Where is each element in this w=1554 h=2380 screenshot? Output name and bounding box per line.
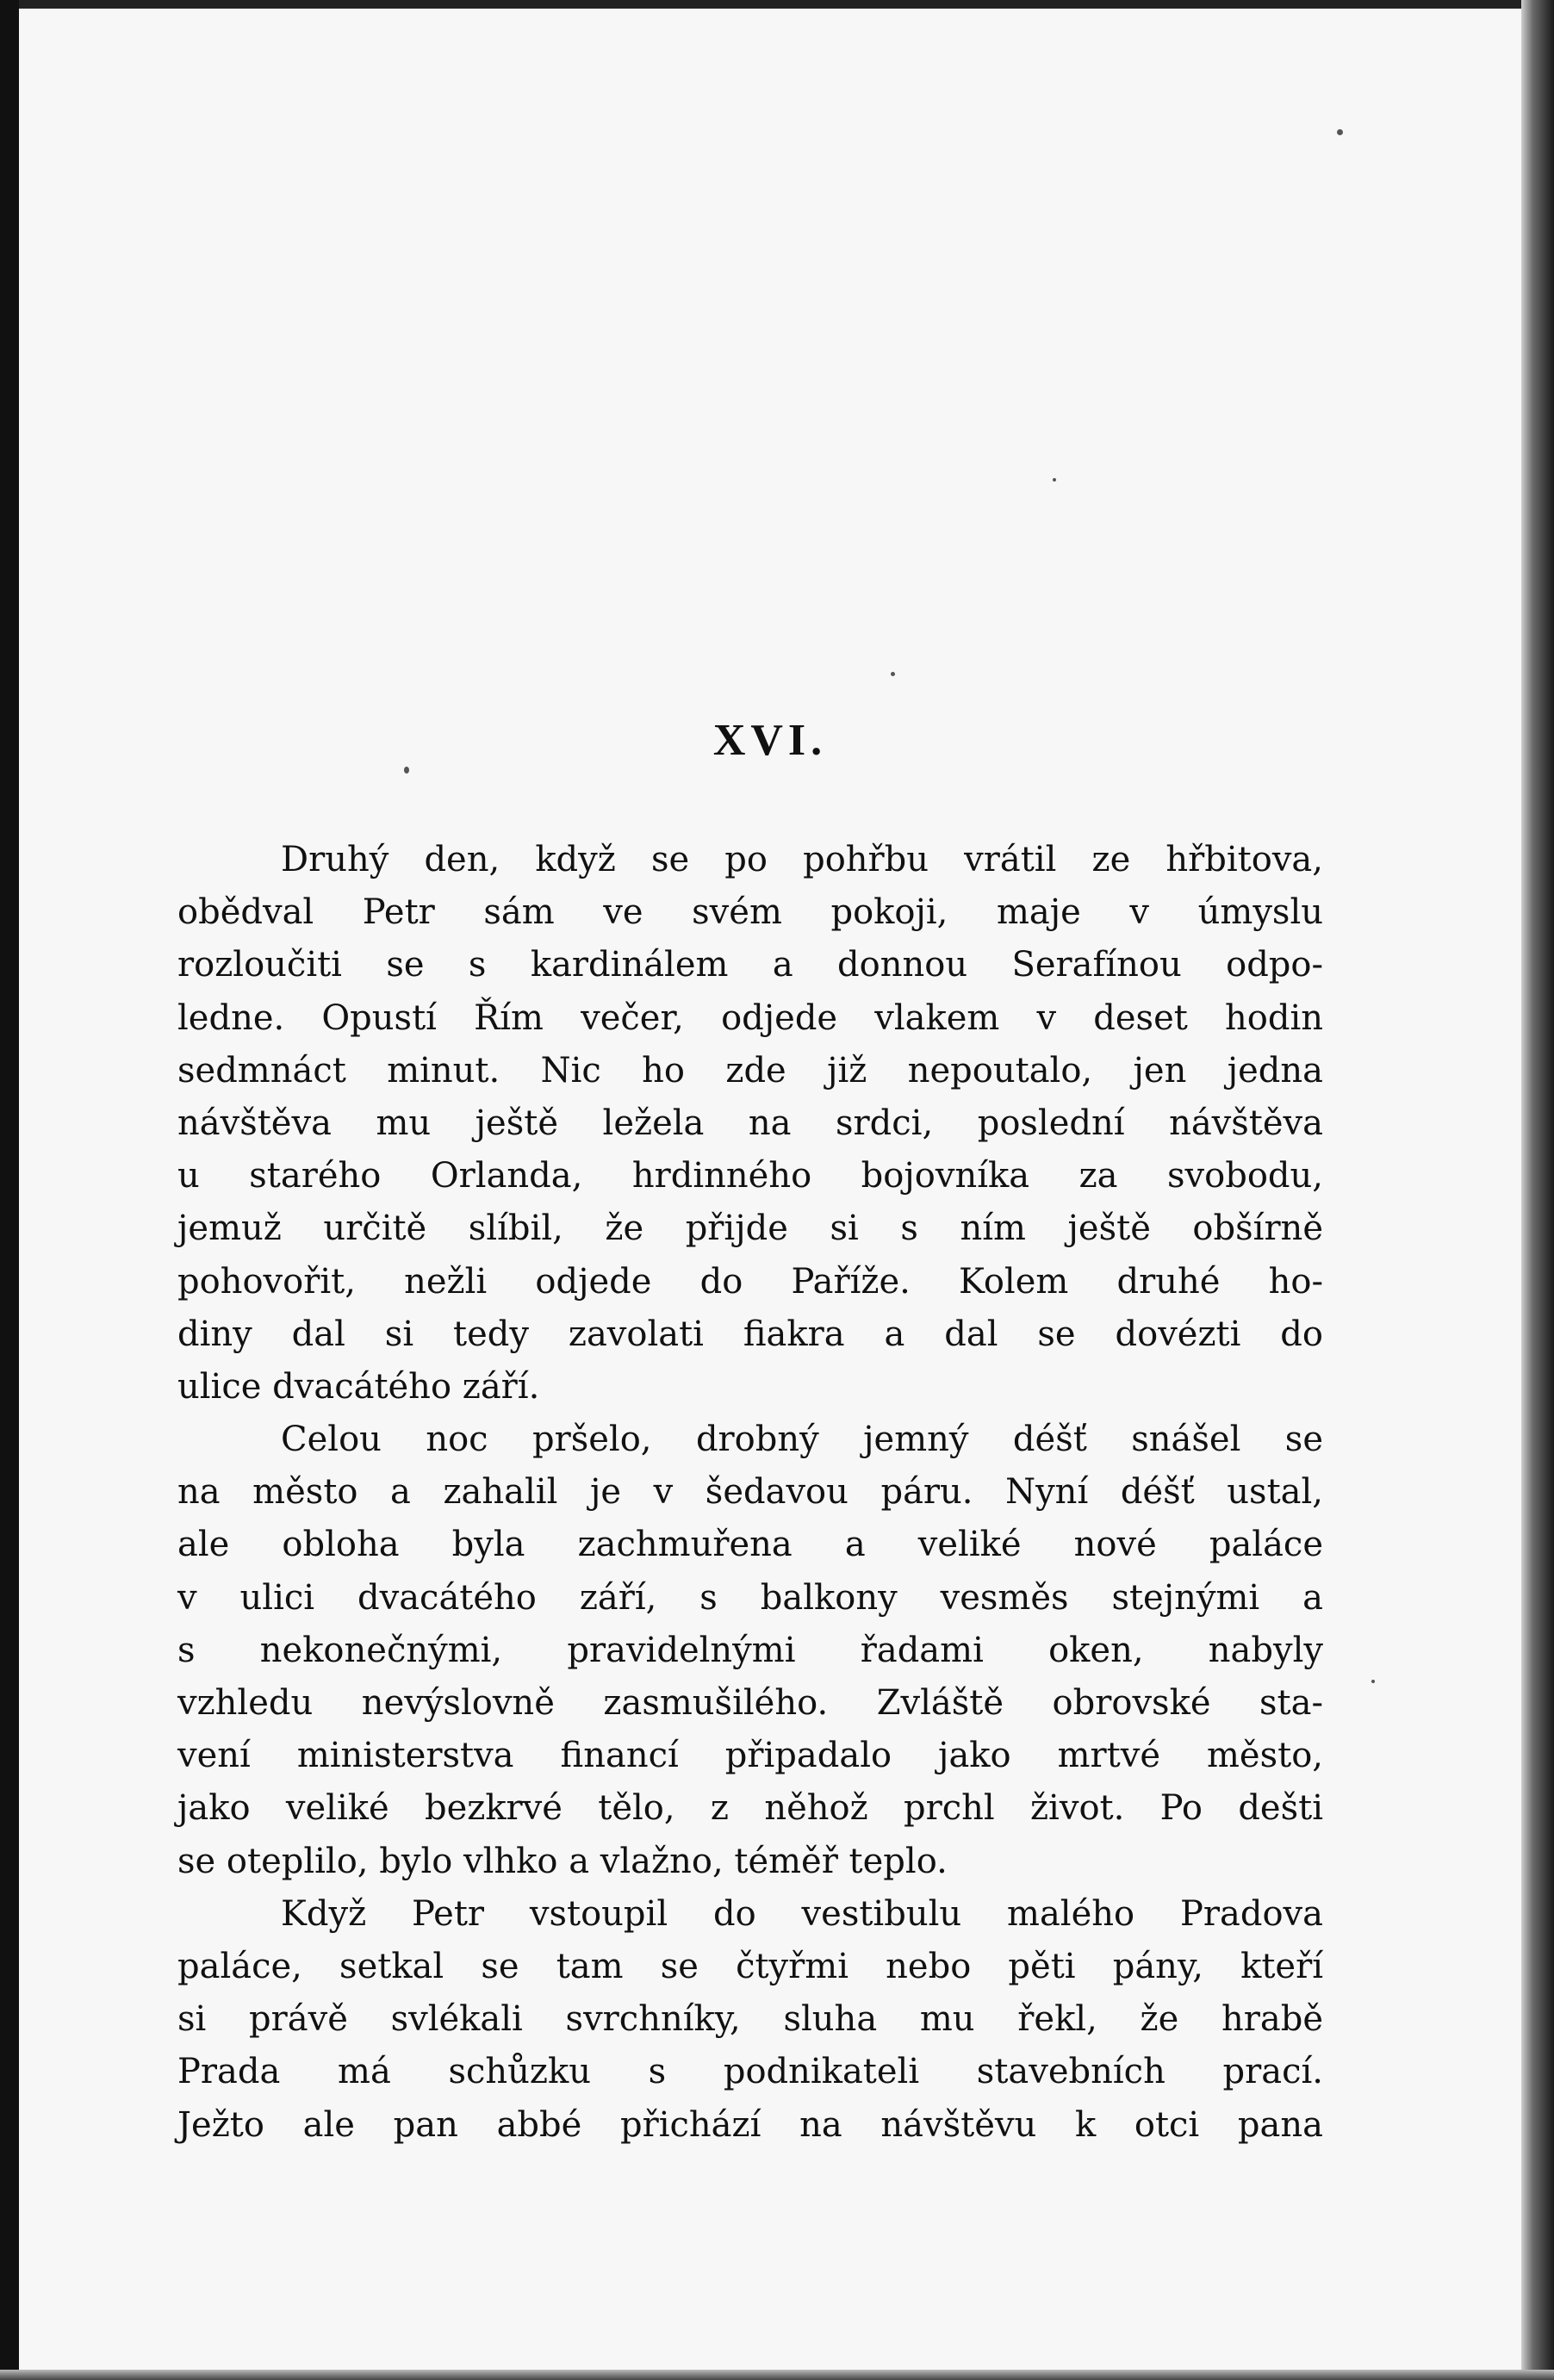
text-line: na město a zahalil je v šedavou páru. Nyní déšť ustal, xyxy=(177,1472,1323,1513)
chapter-heading: XVI. xyxy=(712,716,828,765)
text-line: sedmnáct minut. Nic ho zde již nepoutalo, jen jedna xyxy=(177,1050,1323,1091)
text-line: si právě svlékali svrchníky, sluha mu řekl, že hrabě xyxy=(177,1999,1323,2040)
text-line: jemuž určitě slíbil, že přijde si s ním ještě obšírně xyxy=(177,1209,1323,1249)
text-line: paláce, setkal se tam se čtyřmi nebo pěti pány, kteří xyxy=(177,1946,1323,1986)
text-line: vení ministerstva financí připadalo jako mrtvé město, xyxy=(177,1736,1323,1776)
text-line: Když Petr vstoupil do vestibulu malého Pradova xyxy=(281,1893,1323,1934)
scan-speck xyxy=(891,672,895,676)
scan-speck xyxy=(1053,478,1056,482)
text-line: v ulici dvacátého září, s balkony vesměs stejnými a xyxy=(177,1577,1323,1618)
text-line: Celou noc pršelo, drobný jemný déšť snášel se xyxy=(281,1420,1323,1460)
text-line: se oteplilo, bylo vlhko a vlažno, téměř teplo. xyxy=(177,1841,948,1881)
body-text xyxy=(177,834,1323,2152)
text-line: Ježto ale pan abbé přichází na návštěvu k otci pana xyxy=(177,2104,1323,2145)
book-page xyxy=(19,9,1521,2370)
text-line: ale obloha byla zachmuřena a veliké nové paláce xyxy=(177,1525,1323,1565)
text-line: návštěva mu ještě ležela na srdci, poslední návštěva xyxy=(177,1103,1323,1143)
text-line: s nekonečnými, pravidelnými řadami oken, nabyly xyxy=(177,1630,1323,1670)
scan-speck xyxy=(404,767,409,774)
scan-border-left xyxy=(0,0,19,2380)
text-line: vzhledu nevýslovně zasmušilého. Zvláště obrovské sta- xyxy=(177,1683,1323,1723)
scan-border-bottom xyxy=(0,2370,1554,2380)
text-line: obědval Petr sám ve svém pokoji, maje v úmyslu xyxy=(177,892,1323,933)
scan-speck xyxy=(1337,129,1343,135)
text-line: Prada má schůzku s podnikateli stavebních prací. xyxy=(177,2052,1323,2092)
text-line: ledne. Opustí Řím večer, odjede vlakem v deset hodin xyxy=(177,997,1323,1038)
text-line: rozloučiti se s kardinálem a donnou Serafínou odpo- xyxy=(177,945,1323,985)
text-line: jako veliké bezkrvé tělo, z něhož prchl život. Po dešti xyxy=(177,1788,1323,1829)
scan-border-top xyxy=(0,0,1554,9)
text-line: u starého Orlanda, hrdinného bojovníka za svobodu, xyxy=(177,1156,1323,1196)
text-line: ulice dvacátého září. xyxy=(177,1366,540,1407)
text-line: diny dal si tedy zavolati fiakra a dal se dovézti do xyxy=(177,1314,1323,1354)
text-line: pohovořit, nežli odjede do Paříže. Kolem druhé ho- xyxy=(177,1261,1323,1302)
scan-speck xyxy=(1371,1680,1375,1683)
text-line: Druhý den, když se po pohřbu vrátil ze hřbitova, xyxy=(281,840,1323,879)
scan-border-right xyxy=(1521,0,1554,2380)
